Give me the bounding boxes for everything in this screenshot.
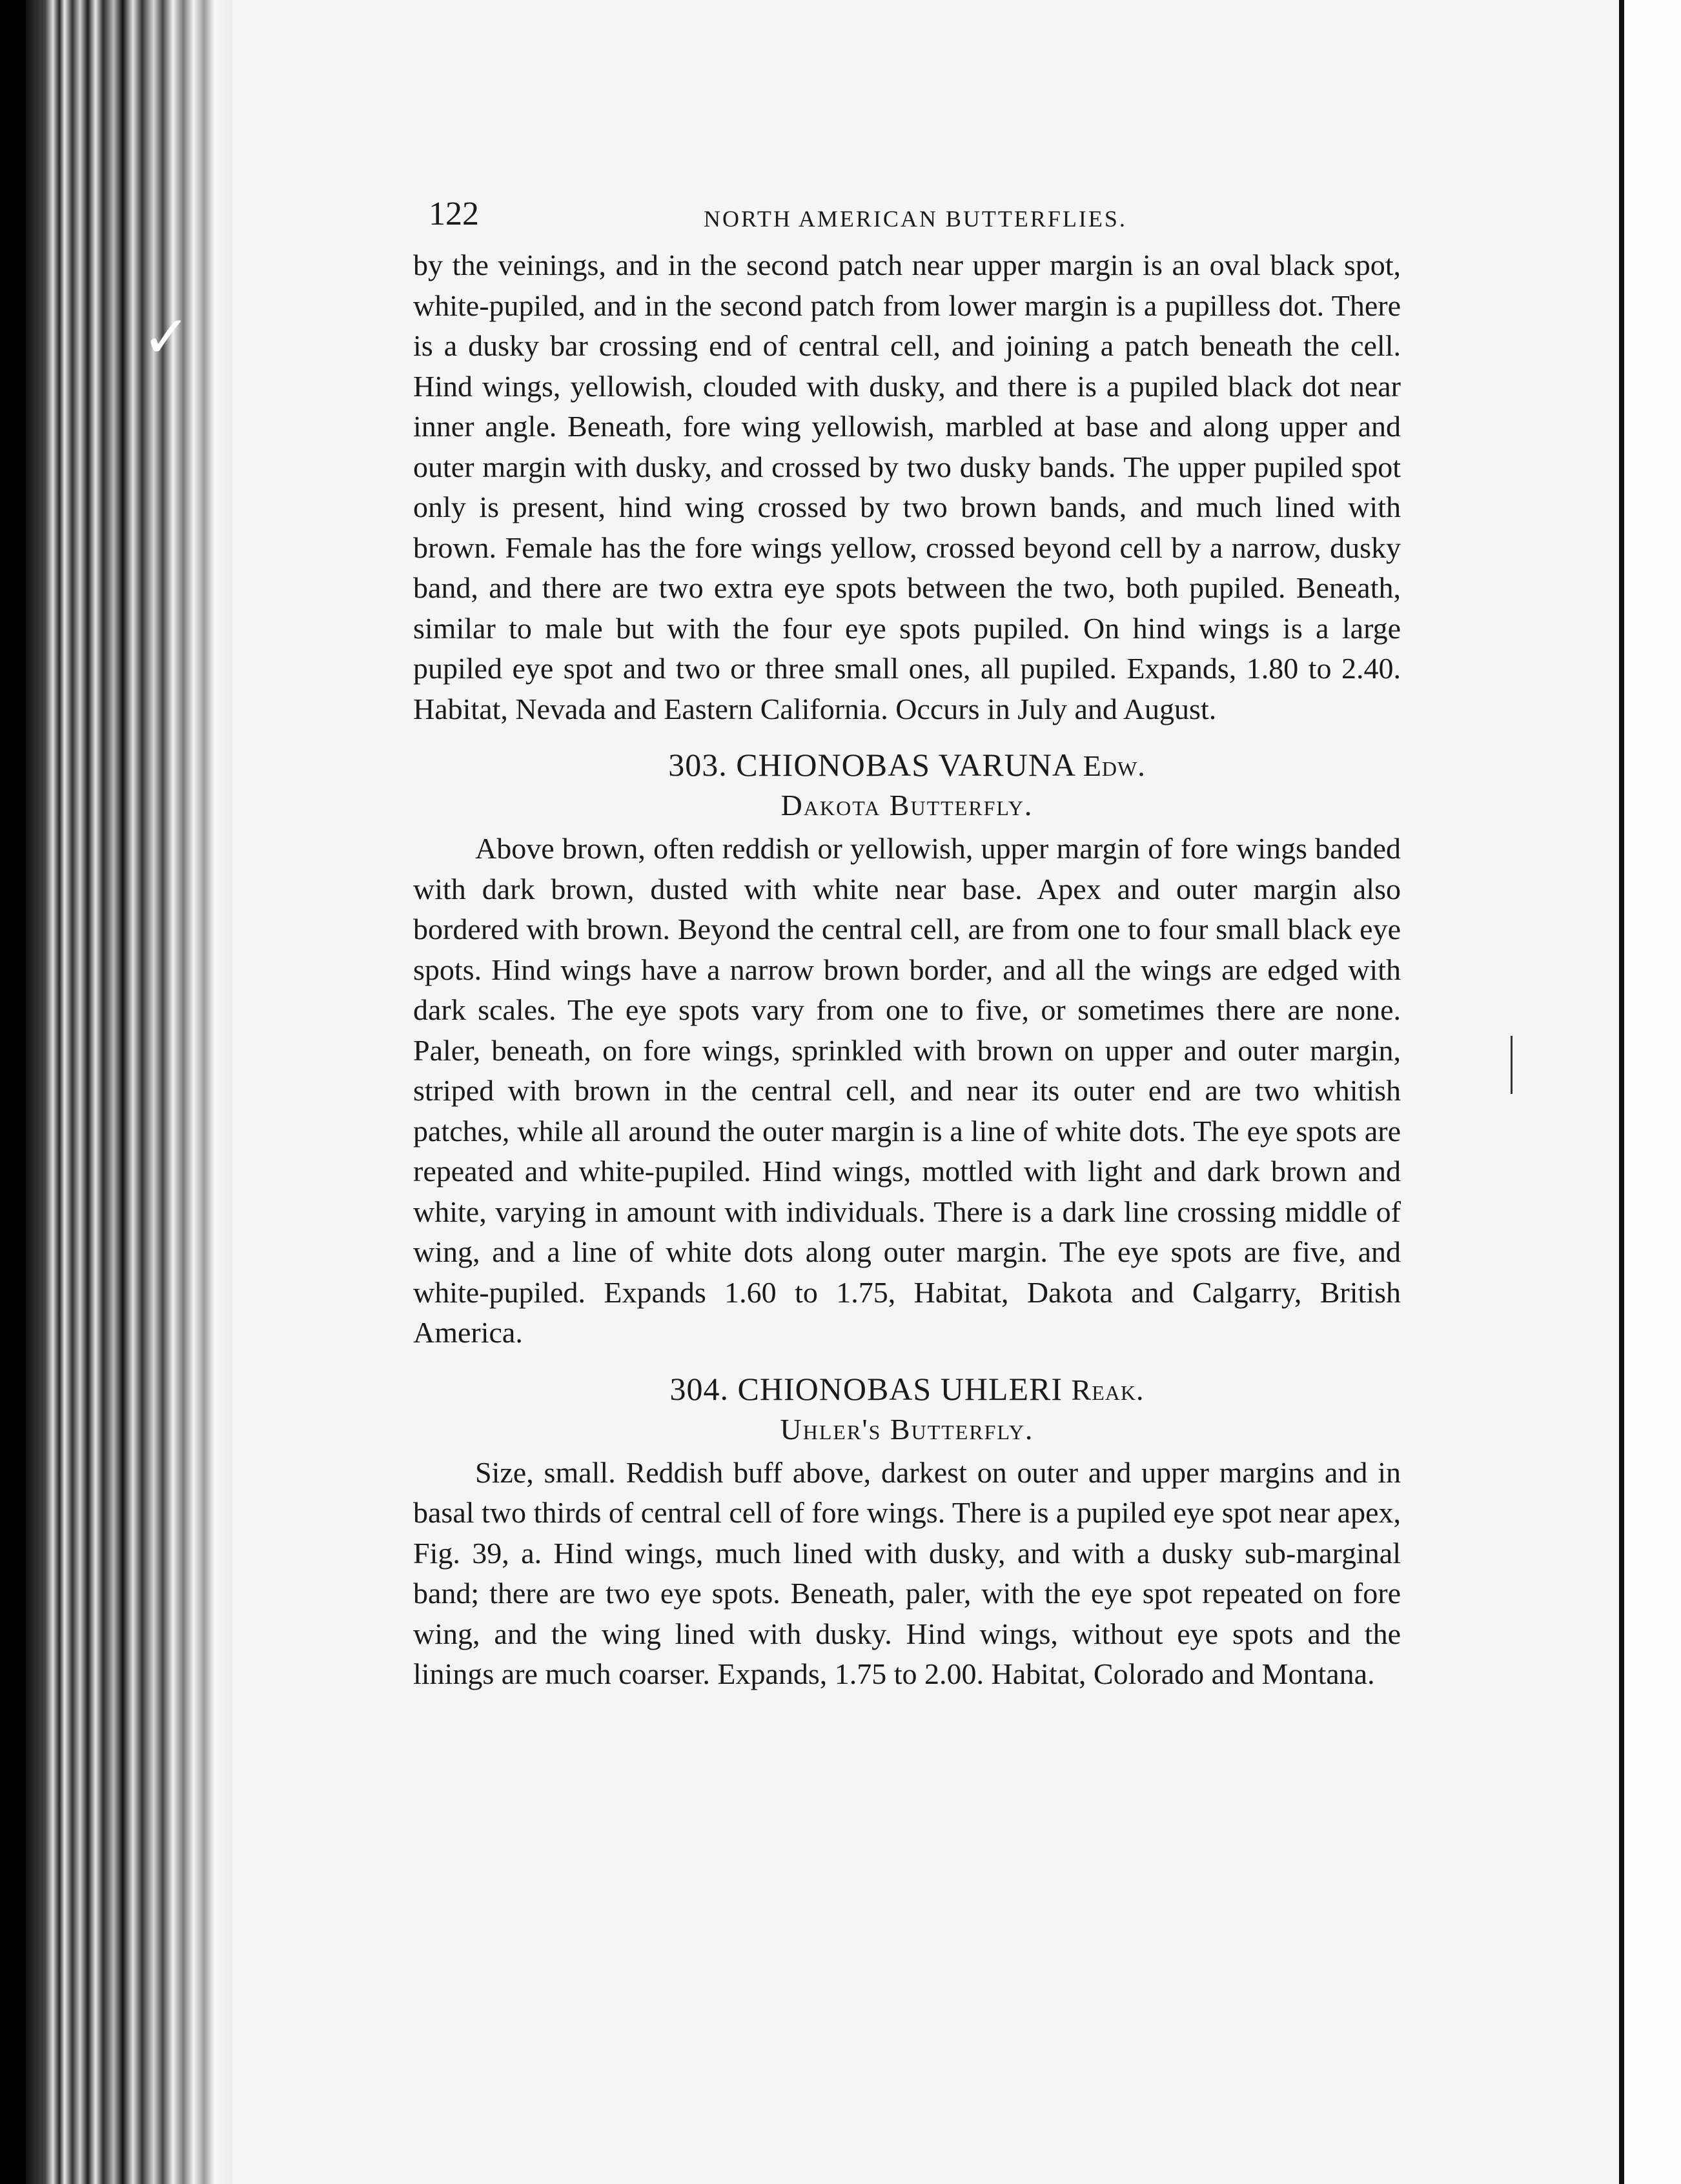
species-name: 303. CHIONOBAS VARUNA [668, 747, 1075, 783]
species-heading [413, 1369, 1401, 1410]
running-head [413, 187, 1401, 245]
common-name: Uhler's Butterfly. [780, 1412, 1034, 1446]
common-name: Dakota Butterfly. [780, 789, 1034, 822]
species-author: Edw. [1083, 749, 1146, 782]
page-number: 122 [429, 196, 479, 232]
book-spine-edge [0, 0, 232, 2184]
species-entry-303 [413, 745, 1401, 1353]
species-heading [413, 745, 1401, 786]
running-title: NORTH AMERICAN BUTTERFLIES. [704, 206, 1127, 232]
margin-mark [1511, 1036, 1513, 1094]
species-name: 304. CHIONOBAS UHLERI [669, 1370, 1063, 1407]
page-content [413, 187, 1401, 1695]
species-author: Reak. [1071, 1373, 1145, 1406]
species-description: Size, small. Reddish buff above, darkest on outer and upper margins and in basal two thirds of central cell of fore wings. There is a pupiled eye spot near apex, Fig. 39, a. Hind wings, much lined with dusky, and with a dusky sub-marginal band; there are two eye spots. Beneath, paler, with the eye spot repeated on fore wing, and the wing lined with dusky. Hind wings, without eye spots and the linings are much coarser. Expands, 1.75 to 2.00. Habitat, Colorado and Montana. [413, 1455, 1401, 1690]
facing-page-strip [1624, 0, 1681, 2184]
species-entry-304 [413, 1369, 1401, 1695]
pencil-check-mark: ✓ [142, 303, 191, 371]
species-description: Above brown, often reddish or yellowish, upper margin of fore wings banded with dark brown, dusted with white near base. Apex and outer margin also bordered with brown. Beyond the central cell, are from one to four small black eye spots. Hind wings have a narrow brown border, and all the wings are edged with dark scales. The eye spots vary from one to five, or sometimes there are none. Paler, beneath, on fore wings, sprinkled with brown on upper and outer margin, striped with brown in the central cell, and near its outer end are two whitish patches, while all around the outer margin is a line of white dots. The eye spots are repeated and white-pupiled. Hind wings, mottled with light and dark brown and white, varying in amount with individuals. There is a dark line crossing middle of wing, and a line of white dots along outer margin. The eye spots are five, and white-pupiled. Expands 1.60 to 1.75, Habitat, Dakota and Calgarry, British America. [413, 832, 1401, 1349]
page-edge-rule [1619, 0, 1624, 2184]
continuation-paragraph: by the veinings, and in the second patch near upper margin is an oval black spot, white-pupiled, and in the second patch from lower margin is a pupilless dot. There is a dusky bar crossing end of central cell, and joining a patch beneath the cell. Hind wings, yellowish, clouded with dusky, and there is a pupiled black dot near inner angle. Beneath, fore wing yellowish, marbled at base and along upper and outer margin with dusky, and crossed by two dusky bands. The upper pupiled spot only is present, hind wing crossed by two brown bands, and much lined with brown. Female has the fore wings yellow, crossed beyond cell by a narrow, dusky band, and there are two extra eye spots between the two, both pupiled. Beneath, similar to male but with the four eye spots pupiled. On hind wings is a large pupiled eye spot and two or three small ones, all pupiled. Expands, 1.80 to 2.40. Habitat, Nevada and Eastern California. Occurs in July and August. [413, 248, 1401, 725]
